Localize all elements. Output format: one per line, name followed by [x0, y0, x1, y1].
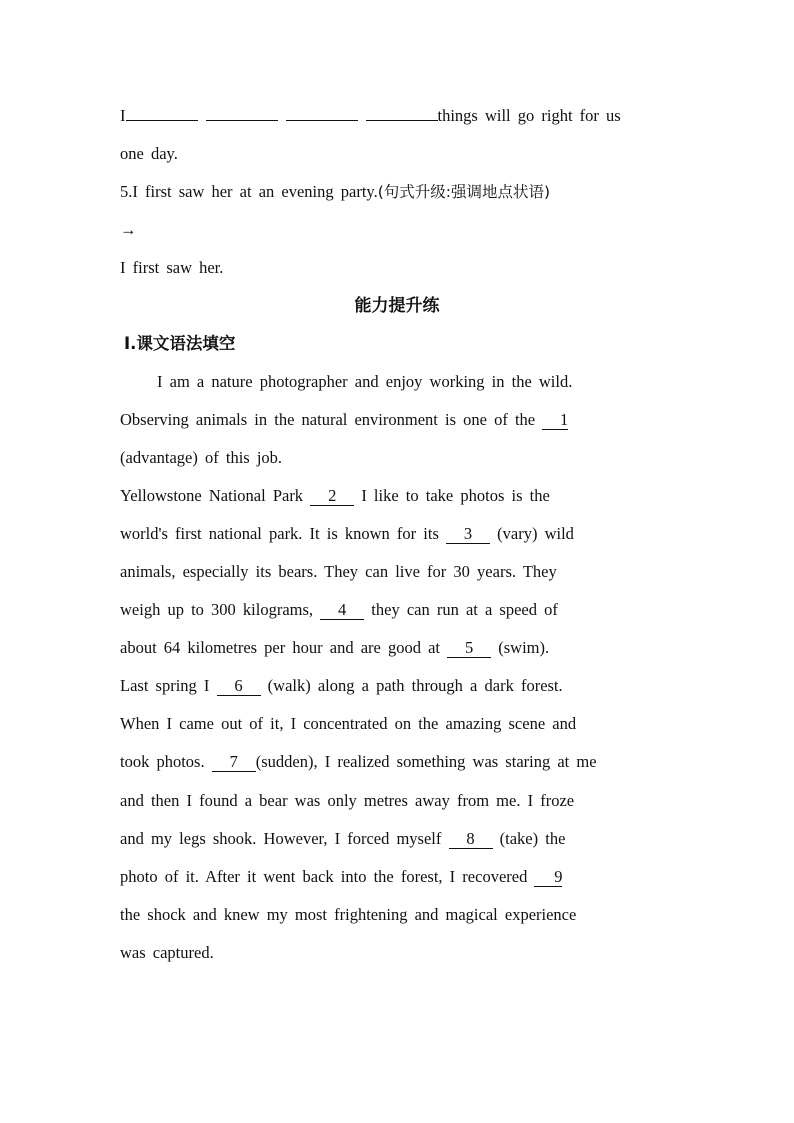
blank-5[interactable]: 5	[447, 639, 491, 658]
blank-4[interactable]: 4	[320, 601, 364, 620]
answer-blank[interactable]	[286, 104, 358, 121]
passage-line	[120, 743, 680, 781]
passage-line	[120, 667, 680, 705]
answer-blank[interactable]	[126, 104, 198, 121]
blank-8[interactable]: 8	[449, 830, 493, 849]
q5-answer-line: I first saw her.	[120, 258, 224, 277]
arrow-icon: →	[120, 220, 137, 239]
passage-text: (swim).	[498, 638, 550, 657]
passage-text: (sudden), I realized something was staring at me	[255, 752, 597, 771]
passage-line: I am a nature photographer and enjoy working in the wild.	[157, 372, 573, 391]
answer-blank[interactable]	[206, 104, 278, 121]
passage-text: (vary) wild	[497, 524, 574, 543]
passage-line	[120, 629, 680, 667]
q5-line	[120, 173, 680, 211]
blank-3[interactable]: 3	[446, 525, 490, 544]
section-title: 能力提升练	[354, 296, 440, 316]
blank-2[interactable]: 2	[310, 487, 354, 506]
passage-line	[120, 515, 680, 553]
passage-text: Last spring I	[120, 676, 210, 695]
passage-line	[120, 858, 680, 896]
passage-line	[120, 401, 680, 439]
q5-sentence: 5.I first saw her at an evening party.	[120, 182, 378, 201]
blank-6[interactable]: 6	[217, 677, 261, 696]
passage-text: they can run at a speed of	[371, 600, 558, 619]
passage-line: animals, especially its bears. They can live for 30 years. They	[120, 562, 557, 581]
passage-text: photo of it. After it went back into the forest, I recovered	[120, 867, 528, 886]
q4-continuation: one day.	[120, 144, 178, 163]
answer-blank[interactable]	[366, 104, 438, 121]
passage-text: and my legs shook. However, I forced myself	[120, 829, 442, 848]
blank-9[interactable]: 9	[534, 868, 562, 887]
passage-text: Yellowstone National Park	[120, 486, 304, 505]
passage-text: I like to take photos is the	[361, 486, 550, 505]
passage-text: about 64 kilometres per hour and are good at	[120, 638, 440, 657]
passage-line	[120, 477, 680, 515]
passage-text: (walk) along a path through a dark forest.	[267, 676, 563, 695]
blank-1[interactable]: 1	[542, 411, 568, 430]
q4-end: things will go right for us	[437, 106, 621, 125]
passage-line	[120, 820, 680, 858]
q5-instruction: (句式升级:强调地点状语)	[377, 183, 551, 201]
passage-text: Observing animals in the natural environment is one of the	[120, 410, 536, 429]
blank-7[interactable]: 7	[212, 753, 256, 772]
passage-text: took photos.	[120, 752, 205, 771]
q4-line	[120, 97, 680, 135]
part-heading: Ⅰ.课文语法填空	[124, 334, 236, 353]
passage-text: weigh up to 300 kilograms,	[120, 600, 314, 619]
passage-line: the shock and knew my most frightening and magical experience	[120, 905, 577, 924]
passage-line: and then I found a bear was only metres away from me. I froze	[120, 791, 575, 810]
passage-line	[120, 591, 680, 629]
passage-line: (advantage) of this job.	[120, 448, 283, 467]
passage-text: world's first national park. It is known for its	[120, 524, 439, 543]
passage-line: When I came out of it, I concentrated on the amazing scene and	[120, 714, 577, 733]
passage-text: (take) the	[499, 829, 566, 848]
passage-line: was captured.	[120, 943, 214, 962]
q4-start: I	[120, 106, 126, 125]
